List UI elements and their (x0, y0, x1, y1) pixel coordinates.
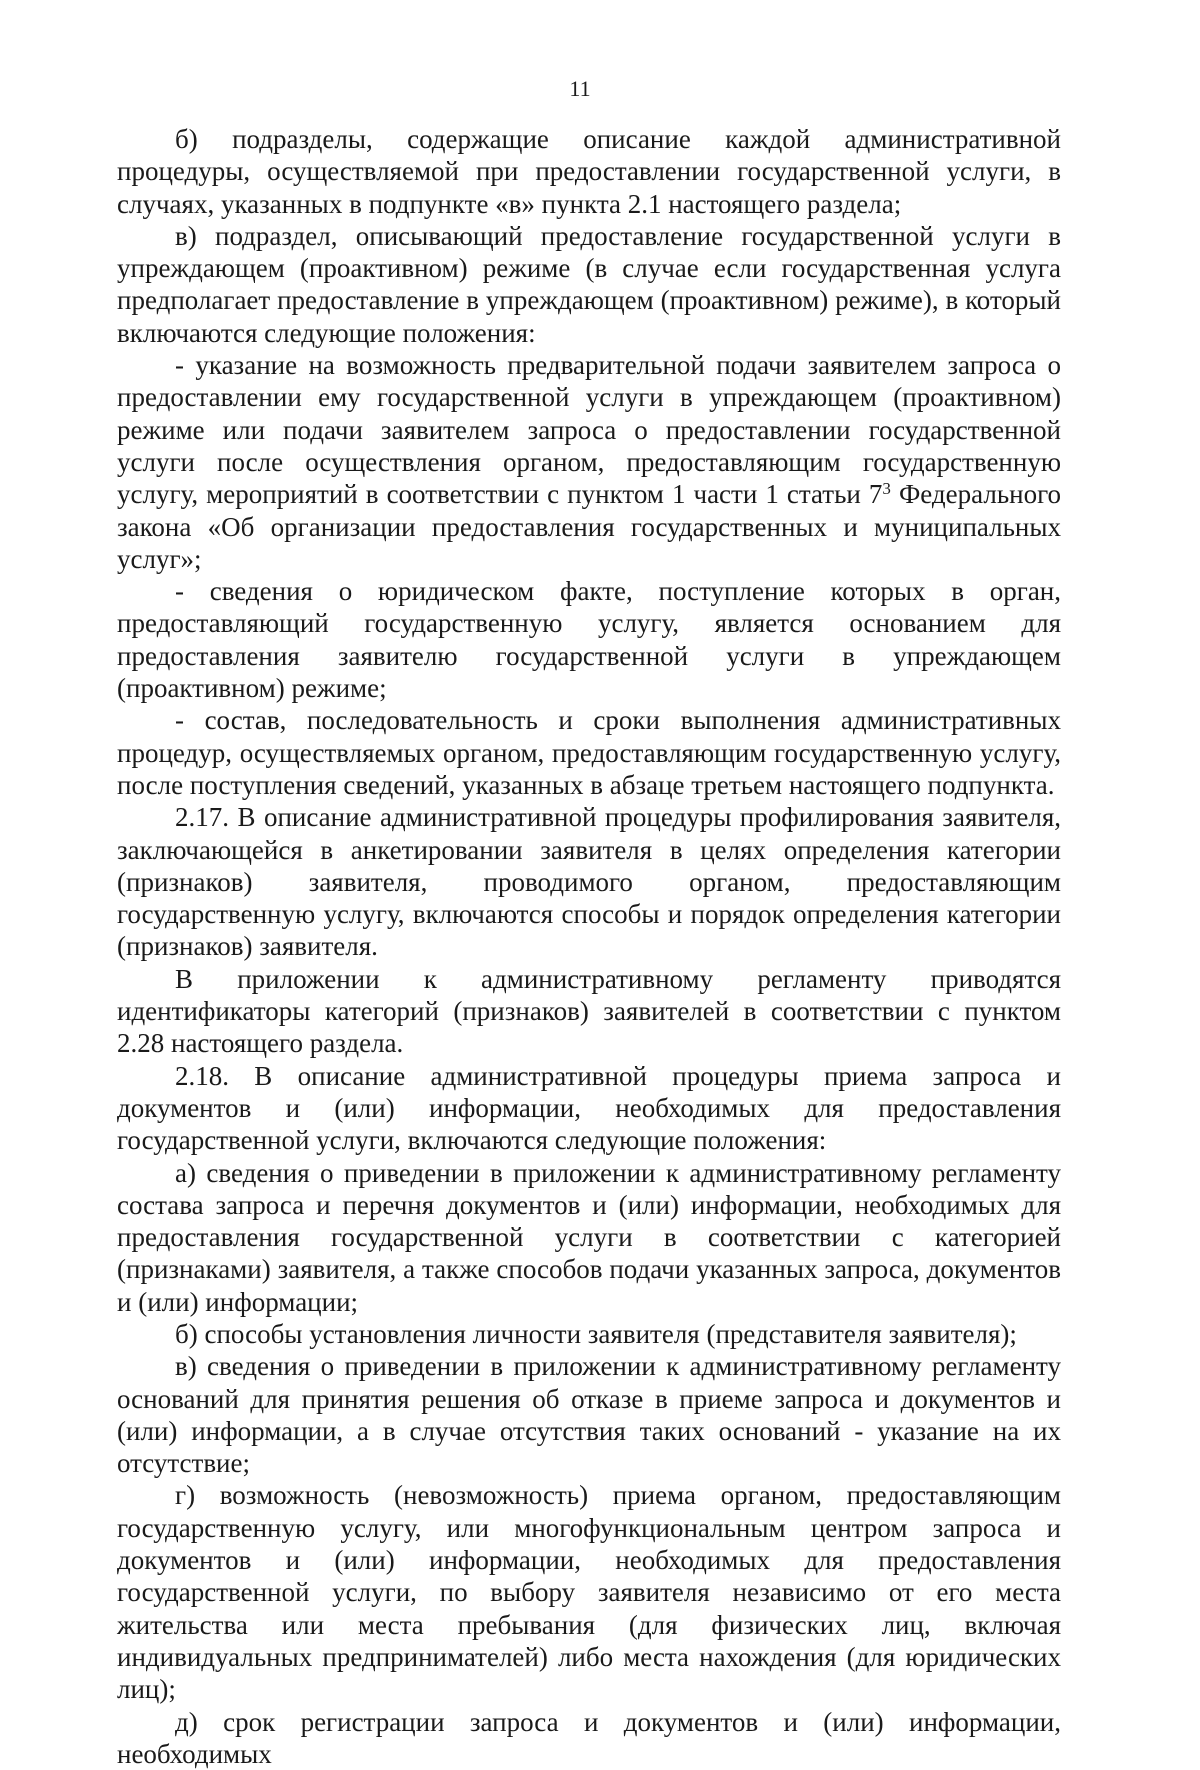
paragraph-appendix-identifiers: В приложении к административному регламенту приводятся идентификаторы категорий (признаков) заявителей в соответствии с пунктом 2.28 настоящего раздела. (117, 963, 1061, 1059)
paragraph-2-18: 2.18. В описание административной процедуры приема запроса и документов и (или) информации, необходимых для предоставления государственной услуги, включаются следующие положения: (117, 1060, 1061, 1156)
paragraph-v-refusal-grounds: в) сведения о приведении в приложении к административному регламенту оснований для принятия решения об отказе в приеме запроса и документов и (или) информации, а в случае отсутствия таких оснований - указание на их отсутствие; (117, 1351, 1061, 1479)
paragraph-d-registration-term: д) срок регистрации запроса и документов и (или) информации, необходимых (117, 1706, 1061, 1769)
paragraph-a-request-composition: а) сведения о приведении в приложении к административному регламенту состава запроса и перечня документов и (или) информации, необходимых для предоставления государственной услуги в соответствии с категорией (признаками) заявителя, а также способов подачи указанных запроса, документов и (или) информации; (117, 1157, 1061, 1317)
paragraph-dash-procedures-composition: - состав, последовательность и сроки выполнения административных процедур, осуществляемых органом, предоставляющим государственную услугу, после поступления сведений, указанных в абзаце третьем настоящего подпункта. (117, 705, 1061, 800)
paragraph-2-17: 2.17. В описание административной процедуры профилирования заявителя, заключающейся в анкетировании заявителя в целях определения категории (признаков) заявителя, проводимого органом, предоставляющим государственную услугу, включаются способы и порядок определения категории (признаков) заявителя. (117, 802, 1061, 962)
paragraph-v-proactive-subsection: в) подраздел, описывающий предоставление государственной услуги в упреждающем (проактивном) режиме (в случае если государственная услуга предполагает предоставление в упреждающем (проактивном) режиме), в который включаются следующие положения: (117, 220, 1061, 348)
page-number: 11 (569, 76, 591, 101)
document-body (117, 123, 1061, 1770)
paragraph-dash-preliminary-request-part2: Федерального закона «Об организации предоставления государственных и муниципальных услуг»; (117, 479, 1061, 574)
paragraph-dash-preliminary-request-part1: - указание на возможность предварительной подачи заявителем запроса о предоставлении ему государственной услуги в упреждающем (проактивном) режиме или подачи заявителем запроса о предоставлении государственной услуги после осуществления органом, предоставляющим государственную услугу, мероприятий в соответствии с пунктом 1 части 1 статьи 7 (117, 350, 1061, 510)
paragraph-dash-legal-fact: - сведения о юридическом факте, поступление которых в орган, предоставляющий государственную услугу, является основанием для предоставления заявителю государственной услуги в упреждающем (проактивном) режиме; (117, 576, 1061, 704)
paragraph-b-subsections: б) подразделы, содержащие описание каждой административной процедуры, осуществляемой при предоставлении государственной услуги, в случаях, указанных в подпункте «в» пункта 2.1 настоящего раздела; (117, 124, 1061, 219)
paragraph-b-identity: б) способы установления личности заявителя (представителя заявителя); (175, 1318, 1017, 1349)
paragraph-dash-preliminary-request (117, 349, 1061, 575)
paragraph-g-extraterritorial: г) возможность (невозможность) приема органом, предоставляющим государственную услугу, или многофункциональным центром запроса и документов и (или) информации, необходимых для предоставления государственной услуги, по выбору заявителя независимо от его места жительства или места пребывания (для физических лиц, включая индивидуальных предпринимателей) либо места нахождения (для юридических лиц); (117, 1480, 1061, 1705)
article-superscript: 3 (882, 479, 891, 499)
